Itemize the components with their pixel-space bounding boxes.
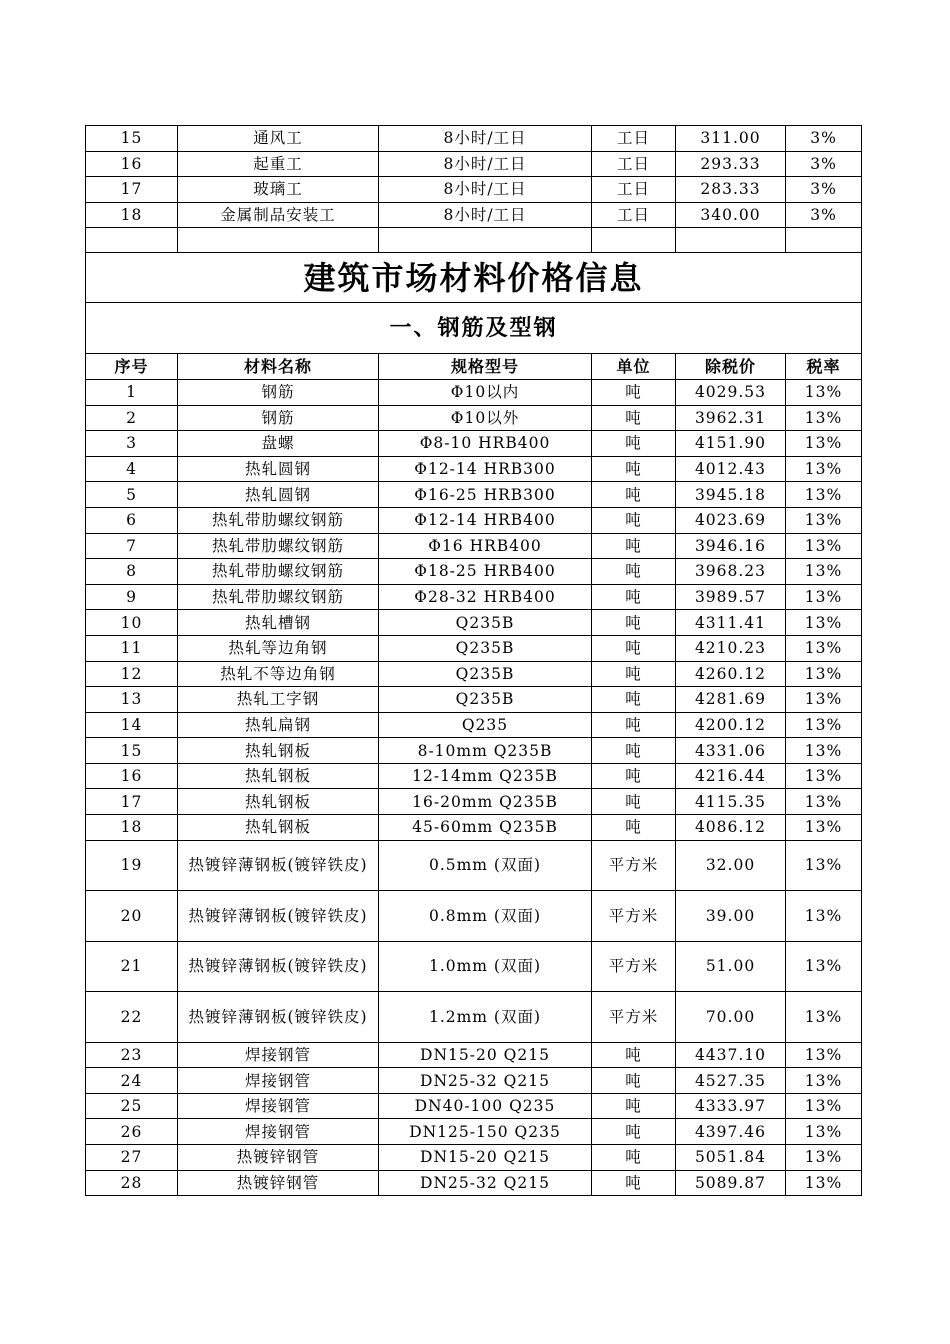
cell-name: 热轧钢板 (178, 738, 379, 764)
cell-no: 9 (86, 584, 178, 610)
cell-unit: 吨 (592, 1170, 676, 1196)
cell-unit: 吨 (592, 815, 676, 841)
cell-rate: 13% (786, 379, 862, 405)
table-row (86, 126, 862, 152)
cell-unit: 平方米 (592, 992, 676, 1043)
cell-rate: 13% (786, 610, 862, 636)
cell-rate: 13% (786, 687, 862, 713)
cell-unit: 平方米 (592, 941, 676, 992)
cell-name: 通风工 (178, 126, 379, 152)
cell-name: 热轧圆钢 (178, 482, 379, 508)
table-row (86, 1093, 862, 1119)
cell-spec: Q235B (379, 635, 592, 661)
cell-rate: 13% (786, 840, 862, 891)
cell-spec: 8小时/工日 (379, 126, 592, 152)
cell-rate: 13% (786, 456, 862, 482)
table-row (86, 815, 862, 841)
cell-unit: 吨 (592, 1145, 676, 1171)
cell-no: 17 (86, 177, 178, 203)
cell-price: 4333.97 (676, 1093, 786, 1119)
cell-rate: 13% (786, 559, 862, 585)
cell-unit: 吨 (592, 482, 676, 508)
cell-unit: 吨 (592, 1068, 676, 1094)
table-row (86, 431, 862, 457)
cell-no: 4 (86, 456, 178, 482)
cell-spec: Q235B (379, 687, 592, 713)
cell-name: 热轧圆钢 (178, 456, 379, 482)
table-row (86, 379, 862, 405)
cell-unit: 吨 (592, 1093, 676, 1119)
cell-rate: 13% (786, 1170, 862, 1196)
cell-unit: 吨 (592, 1119, 676, 1145)
cell-rate: 3% (786, 151, 862, 177)
table-row (86, 1170, 862, 1196)
cell-no: 18 (86, 202, 178, 228)
cell-no: 16 (86, 763, 178, 789)
cell-unit: 吨 (592, 610, 676, 636)
cell-no: 15 (86, 126, 178, 152)
table-row (86, 1119, 862, 1145)
blank-cell (178, 228, 379, 253)
cell-spec: 8-10mm Q235B (379, 738, 592, 764)
cell-no: 24 (86, 1068, 178, 1094)
cell-name: 热镀锌钢管 (178, 1145, 379, 1171)
table-row (86, 712, 862, 738)
cell-price: 3968.23 (676, 559, 786, 585)
cell-price: 4210.23 (676, 635, 786, 661)
cell-spec: Φ28-32 HRB400 (379, 584, 592, 610)
table-row (86, 687, 862, 713)
cell-spec: Φ18-25 HRB400 (379, 559, 592, 585)
cell-name: 热轧扁钢 (178, 712, 379, 738)
blank-cell (786, 228, 862, 253)
cell-price: 4437.10 (676, 1042, 786, 1068)
cell-no: 19 (86, 840, 178, 891)
cell-no: 2 (86, 405, 178, 431)
cell-no: 21 (86, 941, 178, 992)
cell-rate: 13% (786, 1093, 862, 1119)
cell-rate: 13% (786, 405, 862, 431)
cell-unit: 工日 (592, 151, 676, 177)
cell-spec: 12-14mm Q235B (379, 763, 592, 789)
blank-cell (676, 228, 786, 253)
cell-unit: 工日 (592, 177, 676, 203)
cell-no: 1 (86, 379, 178, 405)
cell-spec: 8小时/工日 (379, 151, 592, 177)
cell-price: 4200.12 (676, 712, 786, 738)
cell-rate: 13% (786, 789, 862, 815)
cell-spec: 8小时/工日 (379, 202, 592, 228)
cell-no: 28 (86, 1170, 178, 1196)
cell-name: 热轧带肋螺纹钢筋 (178, 584, 379, 610)
header-rate: 税率 (786, 354, 862, 380)
cell-price: 3962.31 (676, 405, 786, 431)
cell-no: 20 (86, 891, 178, 942)
cell-unit: 吨 (592, 405, 676, 431)
table-row (86, 202, 862, 228)
cell-name: 盘螺 (178, 431, 379, 457)
cell-name: 金属制品安装工 (178, 202, 379, 228)
cell-name: 热镀锌钢管 (178, 1170, 379, 1196)
cell-rate: 13% (786, 1042, 862, 1068)
cell-unit: 吨 (592, 533, 676, 559)
cell-price: 5089.87 (676, 1170, 786, 1196)
cell-price: 4115.35 (676, 789, 786, 815)
cell-spec: DN40-100 Q235 (379, 1093, 592, 1119)
cell-name: 热轧带肋螺纹钢筋 (178, 507, 379, 533)
cell-spec: 0.8mm (双面) (379, 891, 592, 942)
cell-rate: 3% (786, 177, 862, 203)
cell-rate: 13% (786, 891, 862, 942)
cell-no: 11 (86, 635, 178, 661)
cell-price: 4012.43 (676, 456, 786, 482)
cell-no: 15 (86, 738, 178, 764)
cell-price: 32.00 (676, 840, 786, 891)
cell-no: 17 (86, 789, 178, 815)
cell-no: 23 (86, 1042, 178, 1068)
cell-spec: Φ12-14 HRB400 (379, 507, 592, 533)
cell-price: 340.00 (676, 202, 786, 228)
cell-price: 4151.90 (676, 431, 786, 457)
cell-spec: DN15-20 Q215 (379, 1145, 592, 1171)
cell-no: 13 (86, 687, 178, 713)
table-row (86, 177, 862, 203)
cell-rate: 13% (786, 992, 862, 1043)
cell-price: 4281.69 (676, 687, 786, 713)
cell-unit: 吨 (592, 712, 676, 738)
cell-price: 4216.44 (676, 763, 786, 789)
cell-spec: Φ16 HRB400 (379, 533, 592, 559)
cell-rate: 3% (786, 126, 862, 152)
table-row (86, 584, 862, 610)
table-row (86, 507, 862, 533)
cell-name: 焊接钢管 (178, 1068, 379, 1094)
cell-spec: 8小时/工日 (379, 177, 592, 203)
cell-name: 热轧工字钢 (178, 687, 379, 713)
cell-spec: 45-60mm Q235B (379, 815, 592, 841)
cell-rate: 3% (786, 202, 862, 228)
cell-spec: 1.2mm (双面) (379, 992, 592, 1043)
cell-name: 钢筋 (178, 405, 379, 431)
cell-name: 热轧带肋螺纹钢筋 (178, 559, 379, 585)
cell-rate: 13% (786, 763, 862, 789)
cell-price: 3989.57 (676, 584, 786, 610)
blank-cell (379, 228, 592, 253)
table-row (86, 405, 862, 431)
cell-unit: 吨 (592, 687, 676, 713)
cell-name: 热轧等边角钢 (178, 635, 379, 661)
blank-cell (86, 228, 178, 253)
cell-unit: 吨 (592, 763, 676, 789)
cell-name: 热镀锌薄钢板(镀锌铁皮) (178, 891, 379, 942)
cell-unit: 吨 (592, 789, 676, 815)
cell-price: 293.33 (676, 151, 786, 177)
cell-spec: 0.5mm (双面) (379, 840, 592, 891)
cell-no: 25 (86, 1093, 178, 1119)
price-table (85, 125, 862, 1196)
cell-no: 22 (86, 992, 178, 1043)
cell-spec: DN125-150 Q235 (379, 1119, 592, 1145)
table-row (86, 1068, 862, 1094)
cell-no: 8 (86, 559, 178, 585)
cell-price: 283.33 (676, 177, 786, 203)
table-row (86, 840, 862, 891)
table-row (86, 533, 862, 559)
cell-spec: DN25-32 Q215 (379, 1170, 592, 1196)
cell-rate: 13% (786, 1068, 862, 1094)
cell-unit: 平方米 (592, 891, 676, 942)
cell-name: 热轧钢板 (178, 763, 379, 789)
table-row (86, 482, 862, 508)
cell-unit: 吨 (592, 1042, 676, 1068)
cell-price: 311.00 (676, 126, 786, 152)
table-row (86, 763, 862, 789)
blank-cell (592, 228, 676, 253)
cell-spec: 16-20mm Q235B (379, 789, 592, 815)
cell-spec: DN15-20 Q215 (379, 1042, 592, 1068)
title-row (86, 253, 862, 303)
cell-no: 16 (86, 151, 178, 177)
cell-unit: 吨 (592, 559, 676, 585)
table-row (86, 992, 862, 1043)
table-row (86, 635, 862, 661)
cell-price: 3945.18 (676, 482, 786, 508)
cell-no: 12 (86, 661, 178, 687)
cell-spec: 1.0mm (双面) (379, 941, 592, 992)
cell-unit: 吨 (592, 507, 676, 533)
cell-no: 26 (86, 1119, 178, 1145)
cell-name: 热镀锌薄钢板(镀锌铁皮) (178, 941, 379, 992)
cell-price: 4527.35 (676, 1068, 786, 1094)
table-row (86, 789, 862, 815)
cell-name: 热轧钢板 (178, 789, 379, 815)
table-row (86, 456, 862, 482)
cell-spec: Q235 (379, 712, 592, 738)
section-title: 一、钢筋及型钢 (86, 303, 862, 354)
cell-name: 钢筋 (178, 379, 379, 405)
cell-name: 玻璃工 (178, 177, 379, 203)
cell-unit: 吨 (592, 456, 676, 482)
cell-name: 热轧槽钢 (178, 610, 379, 636)
cell-unit: 吨 (592, 379, 676, 405)
cell-name: 起重工 (178, 151, 379, 177)
cell-no: 10 (86, 610, 178, 636)
table-row (86, 891, 862, 942)
cell-rate: 13% (786, 1145, 862, 1171)
cell-rate: 13% (786, 738, 862, 764)
cell-spec: Φ16-25 HRB300 (379, 482, 592, 508)
cell-price: 4023.69 (676, 507, 786, 533)
cell-rate: 13% (786, 635, 862, 661)
cell-no: 6 (86, 507, 178, 533)
cell-price: 4311.41 (676, 610, 786, 636)
page-title: 建筑市场材料价格信息 (86, 253, 862, 303)
table-row (86, 1042, 862, 1068)
cell-name: 热轧钢板 (178, 815, 379, 841)
cell-name: 热镀锌薄钢板(镀锌铁皮) (178, 840, 379, 891)
cell-rate: 13% (786, 431, 862, 457)
cell-unit: 吨 (592, 635, 676, 661)
cell-name: 焊接钢管 (178, 1042, 379, 1068)
cell-no: 14 (86, 712, 178, 738)
cell-rate: 13% (786, 533, 862, 559)
cell-unit: 工日 (592, 202, 676, 228)
cell-no: 27 (86, 1145, 178, 1171)
cell-rate: 13% (786, 1119, 862, 1145)
cell-price: 4260.12 (676, 661, 786, 687)
cell-price: 51.00 (676, 941, 786, 992)
cell-rate: 13% (786, 507, 862, 533)
cell-price: 70.00 (676, 992, 786, 1043)
cell-rate: 13% (786, 815, 862, 841)
cell-unit: 吨 (592, 584, 676, 610)
cell-name: 热轧带肋螺纹钢筋 (178, 533, 379, 559)
cell-spec: Φ10以外 (379, 405, 592, 431)
table-row (86, 661, 862, 687)
cell-spec: Q235B (379, 610, 592, 636)
cell-name: 热轧不等边角钢 (178, 661, 379, 687)
cell-unit: 吨 (592, 738, 676, 764)
cell-no: 3 (86, 431, 178, 457)
header-name: 材料名称 (178, 354, 379, 380)
cell-name: 焊接钢管 (178, 1119, 379, 1145)
header-unit: 单位 (592, 354, 676, 380)
cell-unit: 平方米 (592, 840, 676, 891)
cell-name: 热镀锌薄钢板(镀锌铁皮) (178, 992, 379, 1043)
cell-price: 4331.06 (676, 738, 786, 764)
cell-unit: 吨 (592, 661, 676, 687)
table-row (86, 941, 862, 992)
header-price: 除税价 (676, 354, 786, 380)
cell-price: 3946.16 (676, 533, 786, 559)
cell-unit: 吨 (592, 431, 676, 457)
header-no: 序号 (86, 354, 178, 380)
cell-price: 4086.12 (676, 815, 786, 841)
cell-rate: 13% (786, 661, 862, 687)
cell-rate: 13% (786, 941, 862, 992)
table-row (86, 151, 862, 177)
cell-rate: 13% (786, 584, 862, 610)
cell-no: 5 (86, 482, 178, 508)
cell-price: 5051.84 (676, 1145, 786, 1171)
cell-spec: Φ12-14 HRB300 (379, 456, 592, 482)
cell-unit: 工日 (592, 126, 676, 152)
cell-name: 焊接钢管 (178, 1093, 379, 1119)
cell-rate: 13% (786, 712, 862, 738)
blank-row (86, 228, 862, 253)
cell-no: 7 (86, 533, 178, 559)
cell-no: 18 (86, 815, 178, 841)
cell-price: 4029.53 (676, 379, 786, 405)
cell-spec: Φ10以内 (379, 379, 592, 405)
cell-price: 4397.46 (676, 1119, 786, 1145)
header-spec: 规格型号 (379, 354, 592, 380)
cell-rate: 13% (786, 482, 862, 508)
header-row (86, 354, 862, 380)
cell-spec: Q235B (379, 661, 592, 687)
table-row (86, 559, 862, 585)
cell-spec: Φ8-10 HRB400 (379, 431, 592, 457)
section-row (86, 303, 862, 354)
cell-spec: DN25-32 Q215 (379, 1068, 592, 1094)
cell-price: 39.00 (676, 891, 786, 942)
table-row (86, 610, 862, 636)
table-row (86, 1145, 862, 1171)
price-table-body (86, 126, 862, 1196)
table-row (86, 738, 862, 764)
